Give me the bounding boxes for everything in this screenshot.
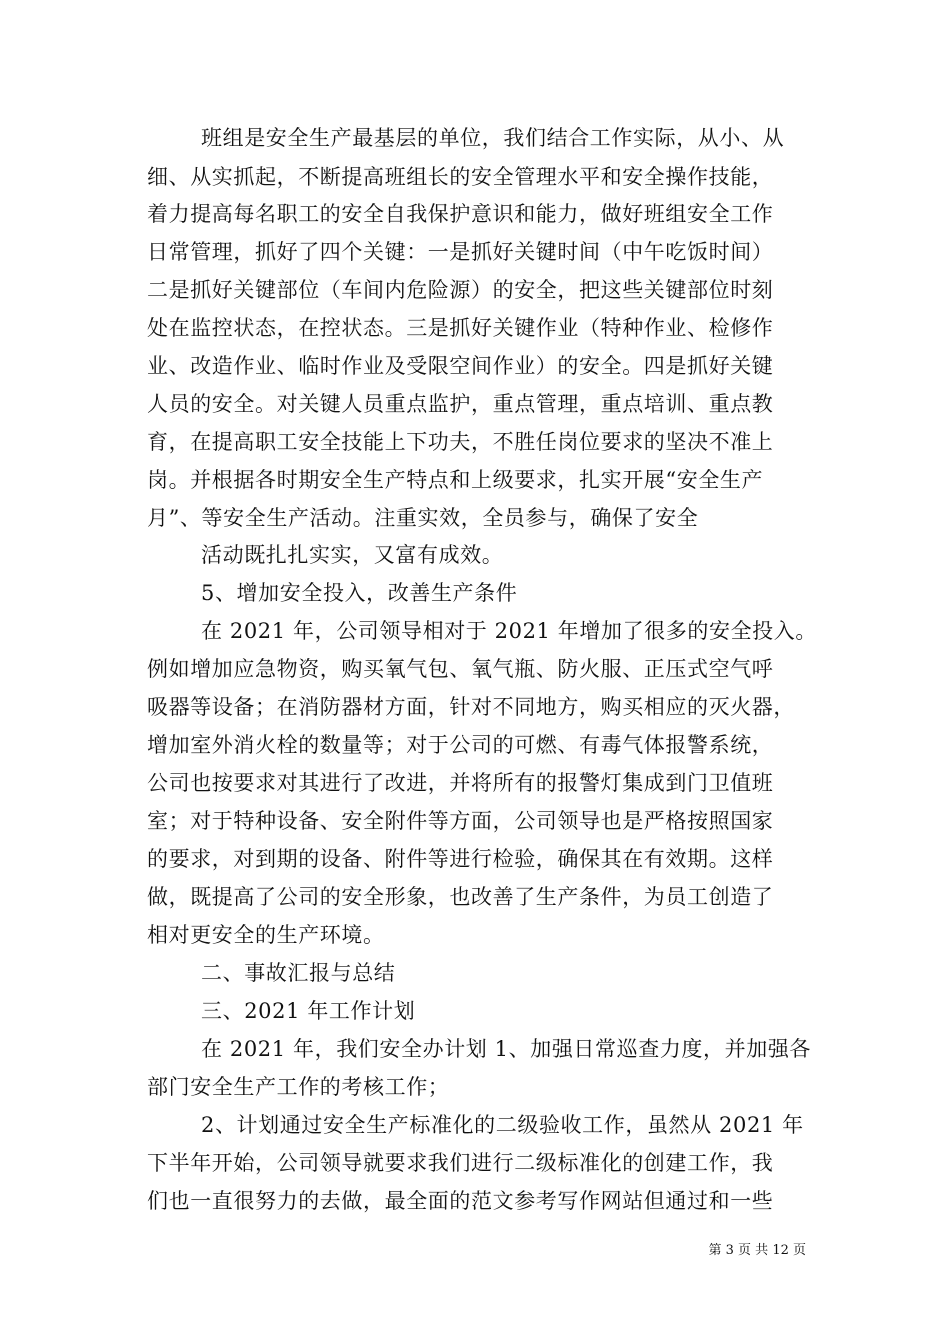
text-line-25: 在 2021 年，我们安全办计划 1、加强日常巡查力度，并加强各 [201, 1037, 812, 1061]
text-line-11: 月”、等安全生产活动。注重实效，全员参与，确保了安全 [147, 506, 699, 530]
text-line-18: 公司也按要求对其进行了改进，并将所有的报警灯集成到门卫值班 [147, 771, 774, 795]
text-line-4: 日常管理，抓好了四个关键：一是抓好关键时间（中午吃饭时间） [147, 240, 774, 264]
text-line-27: 2、计划通过安全生产标准化的二级验收工作，虽然从 2021 年 [201, 1113, 804, 1137]
text-line-14: 在 2021 年，公司领导相对于 2021 年增加了很多的安全投入。 [201, 619, 817, 643]
text-line-10: 岗。并根据各时期安全生产特点和上级要求，扎实开展“安全生产 [147, 468, 764, 492]
text-line-9: 育，在提高职工安全技能上下功夫，不胜任岗位要求的坚决不准上 [147, 430, 774, 454]
text-line-21: 做，既提高了公司的安全形象，也改善了生产条件，为员工创造了 [147, 885, 774, 909]
page-number: 第 3 页 共 12 页 [708, 1243, 806, 1258]
text-line-1: 班组是安全生产最基层的单位，我们结合工作实际，从小、从 [201, 126, 785, 150]
text-line-7: 业、改造作业、临时作业及受限空间作业）的安全。四是抓好关键 [147, 354, 774, 378]
text-line-3: 着力提高每名职工的安全自我保护意识和能力，做好班组安全工作 [147, 202, 774, 226]
section-heading-2: 二、事故汇报与总结 [201, 961, 396, 985]
text-line-22: 相对更安全的生产环境。 [147, 923, 385, 947]
text-line-16: 吸器等设备；在消防器材方面，针对不同地方，购买相应的灭火器， [147, 695, 795, 719]
text-line-5: 二是抓好关键部位（车间内危险源）的安全，把这些关键部位时刻 [147, 278, 774, 302]
text-line-15: 例如增加应急物资，购买氧气包、氧气瓶、防火服、正压式空气呼 [147, 657, 774, 681]
text-line-20: 的要求，对到期的设备、附件等进行检验，确保其在有效期。这样 [147, 847, 774, 871]
text-line-28: 下半年开始，公司领导就要求我们进行二级标准化的创建工作，我 [147, 1151, 774, 1175]
text-line-17: 增加室外消火栓的数量等；对于公司的可燃、有毒气体报警系统， [147, 733, 774, 757]
text-line-19: 室；对于特种设备、安全附件等方面，公司领导也是严格按照国家 [147, 809, 774, 833]
text-line-8: 人员的安全。对关键人员重点监护，重点管理，重点培训、重点教 [147, 392, 774, 416]
text-line-6: 处在监控状态，在控状态。三是抓好关键作业（特种作业、检修作 [147, 316, 774, 340]
text-line-12: 活动既扎扎实实，又富有成效。 [201, 543, 504, 567]
section-heading-5: 5、增加安全投入，改善生产条件 [201, 581, 518, 605]
section-heading-3: 三、2021 年工作计划 [201, 999, 416, 1023]
text-line-2: 细、从实抓起，不断提高班组长的安全管理水平和安全操作技能， [147, 165, 774, 189]
text-line-26: 部门安全生产工作的考核工作； [147, 1075, 450, 1099]
text-line-29: 们也一直很努力的去做，最全面的范文参考写作网站但通过和一些 [147, 1189, 774, 1213]
